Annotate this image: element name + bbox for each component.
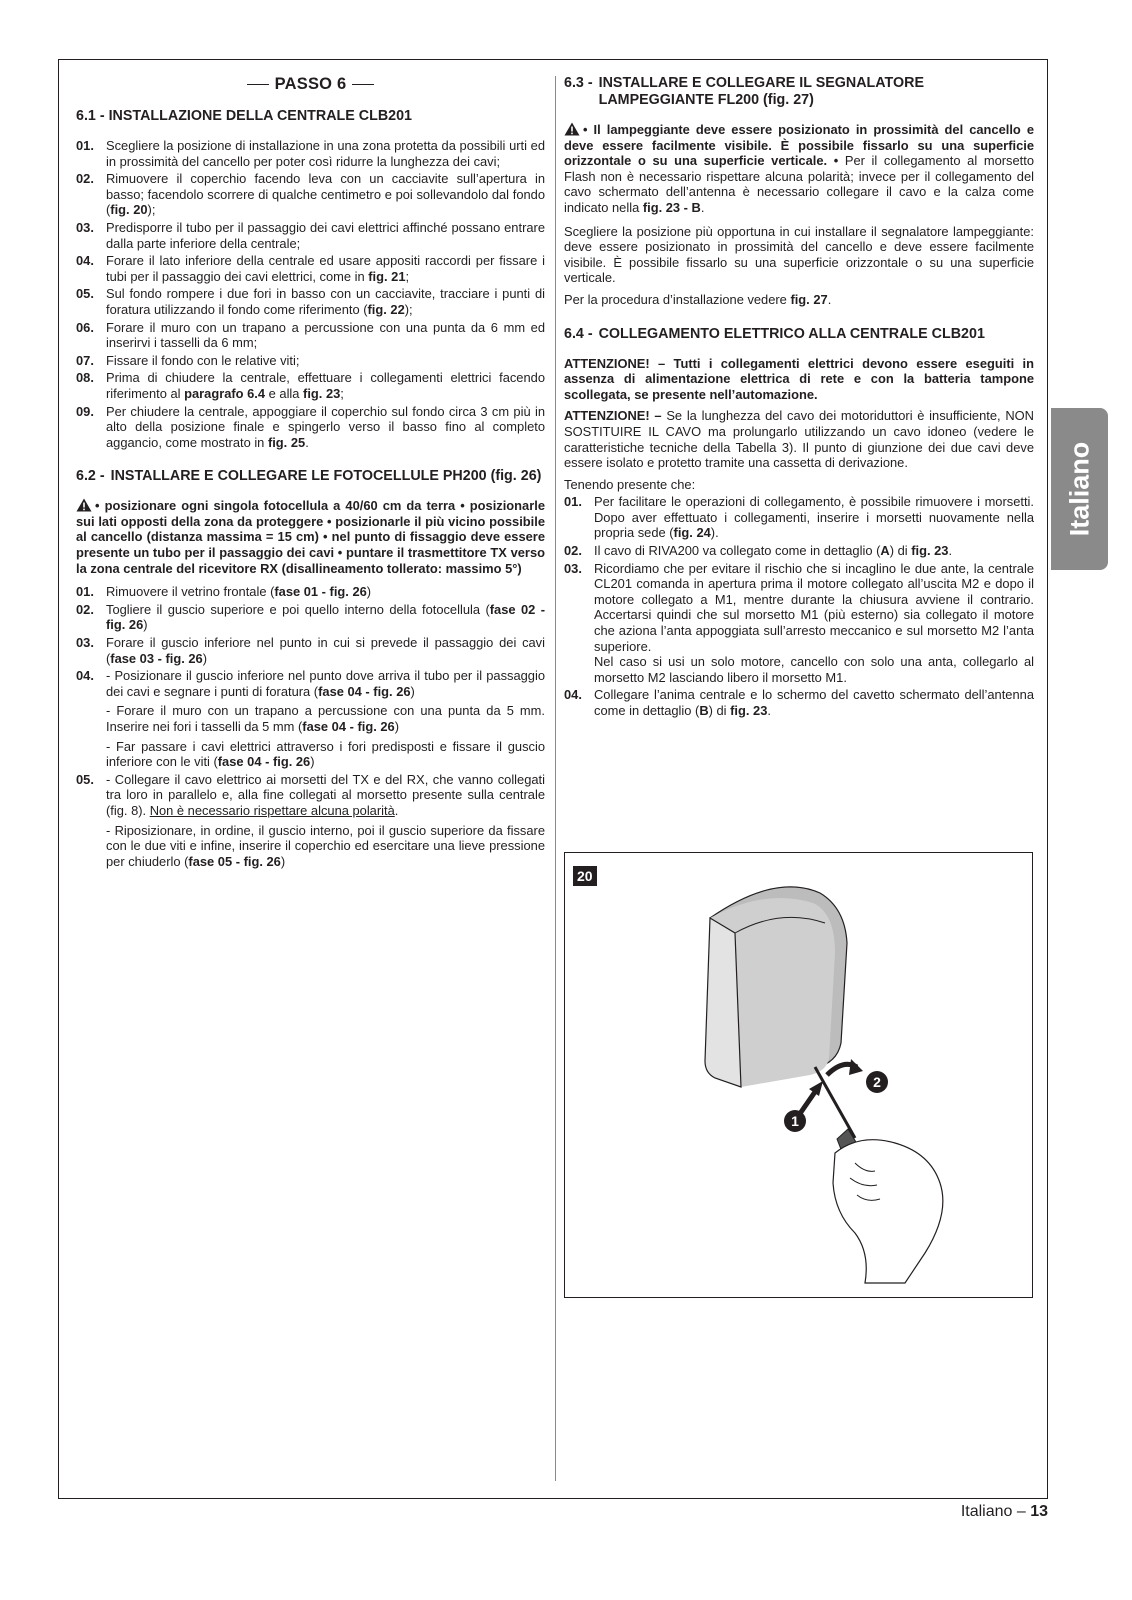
figure-ref: fig. 24 — [673, 525, 711, 541]
item-text: Collegare l’anima centrale e lo schermo del cavetto schermato dell’antenna come in dettaglio (B) di fig. 23. — [594, 687, 1034, 718]
figure-number-label: 20 — [573, 866, 597, 886]
item-number: 02. — [564, 543, 582, 559]
list-item — [76, 171, 545, 218]
right-column — [564, 75, 1034, 725]
figure-ref: fig. 22 — [367, 301, 405, 317]
item-text: Forare il lato inferiore della centrale ed usare appositi raccordi per fissare i tubi per il passaggio dei cavi elettrici, come in fig. 21; — [106, 253, 545, 284]
section-6-1-title: 6.1 - INSTALLAZIONE DELLA CENTRALE CLB201 — [76, 108, 412, 124]
list-item — [76, 253, 545, 284]
item-text: Ricordiamo che per evitare il rischio che si incaglino le due ante, la centrale CL201 comanda in apertura prima il motore collegato all’uscita M2 e dopo il motore collegato a M1, mentre durante la chiusura avviene il contrario. Accertarsi quindi che sul morsetto M1 (più esterno) sia collegato il motore che aziona l’anta appoggiata sull’arresto meccanico e sul morsetto M2 l’anta superiore. Nel caso si usi un solo motore, cancello con solo una anta, collegarlo al morsetto M2 lasciando libero il morsetto M1. — [594, 560, 1034, 685]
item-text: Rimuovere il vetrino frontale (fase 01 - fig. 26) — [106, 584, 372, 600]
section-6-2-list — [76, 584, 545, 869]
attention-paragraph: ATTENZIONE! – Tutti i collegamenti elettrici devono essere eseguiti in assenza di alimentazione elettrica di rete e con la batteria tampone scollegata, se presente nell’automazione. — [564, 355, 1034, 402]
warning-icon — [564, 122, 580, 136]
item-number: 04. — [564, 687, 582, 703]
item-number: 06. — [76, 319, 94, 335]
list-item — [76, 602, 545, 633]
item-text: Forare il guscio inferiore nel punto in cui si prevede il passaggio dei cavi (fase 03 - fig. 26) — [106, 635, 545, 666]
item-text: Per facilitare le operazioni di collegamento, è possibile rimuovere i morsetti. Dopo aver effettuato i collegamenti, inserire i morsetti nuovamente nella propria sede (fig. 24). — [594, 494, 1034, 541]
list-item — [76, 404, 545, 451]
figure-ref: fig. 20 — [110, 202, 148, 218]
underlined-note: Non è necessario rispettare alcuna polarità — [149, 802, 395, 818]
section-title: INSTALLARE E COLLEGARE IL SEGNALATORE LAMPEGGIANTE FL200 (fig. 27) — [598, 75, 925, 108]
item-number: 07. — [76, 352, 94, 368]
figure-ref: fig. 25 — [267, 434, 306, 450]
figure-ref: fig. 23 — [303, 385, 341, 401]
item-number: 02. — [76, 171, 94, 187]
item-text: Predisporre il tubo per il passaggio dei cavi elettrici affinché possano entrare dalla parte inferiore della centrale; — [106, 219, 545, 251]
figure-20 — [564, 852, 1033, 1298]
figure-ref: fase 05 - fig. 26 — [188, 853, 281, 869]
item-number: 08. — [76, 370, 94, 386]
figure-ref: fase 02 - fig. 26 — [106, 601, 545, 633]
item-text: Il cavo di RIVA200 va collegato come in dettaglio (A) di fig. 23. — [594, 543, 953, 559]
section-6-3-title — [564, 75, 1034, 109]
attention-paragraph: ATTENZIONE! – Se la lunghezza del cavo dei motoriduttori è insufficiente, NON SOSTITUIRE IL CAVO ma prolungarlo utilizzando un cavo idoneo (vedere le caratteristiche tecniche della Tabella 3). Il punto di giunzione dei due cavi deve essere isolato e protetto tramite una cassetta di derivazione. — [564, 408, 1034, 471]
item-number: 04. — [76, 253, 94, 269]
item-number: 09. — [76, 403, 94, 419]
list-item — [76, 286, 545, 317]
list-item — [76, 138, 545, 169]
item-number: 05. — [76, 286, 94, 302]
attention-label: ATTENZIONE! – — [564, 408, 662, 424]
dash-right — [352, 84, 374, 85]
section-number: 6.2 - — [76, 468, 105, 485]
figure-ref: fase 04 - fig. 26 — [217, 754, 311, 770]
list-item — [76, 772, 545, 870]
step-heading — [76, 75, 545, 94]
side-tab-label: Italiano — [1064, 441, 1094, 537]
item-number: 03. — [76, 635, 94, 651]
left-column — [76, 75, 545, 875]
figure-ref: fig. 27 — [790, 291, 828, 307]
list-item — [76, 320, 545, 351]
detail-ref: B — [699, 703, 709, 718]
item-number: 02. — [76, 601, 94, 617]
detail-ref: A — [880, 543, 890, 559]
dash-left — [247, 84, 269, 85]
figure-ref: fig. 21 — [368, 268, 406, 284]
item-text: Forare il muro con un trapano a percussione con una punta da 6 mm ed inserirvi i tasselli da 6 mm; — [106, 319, 545, 351]
item-text: Togliere il guscio superiore e poi quello interno della fotocellula (fase 02 - fig. 26) — [106, 601, 545, 633]
paragraph: Tenendo presente che: — [564, 476, 696, 492]
item-text: Sul fondo rompere i due fori in basso con un cacciavite, tracciare i punti di foratura utilizzando il fondo come riferimento (fig. 22); — [106, 286, 545, 317]
figure-ref: fig. 23 - B — [642, 199, 701, 215]
item-number: 01. — [76, 584, 94, 600]
hand — [833, 1140, 943, 1283]
section-number: 6.3 - — [564, 75, 593, 91]
list-item — [76, 220, 545, 251]
warning-text: Per il collegamento al morsetto Flash non è necessario rispettare alcuna polarità; invece per il collegamento del cavo schermato dell’antenna è necessario collegare il cavo e la calza come indicato nella — [564, 153, 1034, 215]
housing-front — [705, 918, 741, 1087]
item-text: - Posizionare il guscio inferiore nel punto dove arriva il tubo per il passaggio dei cavi e segnare i punti di foratura (fase 04 - fig. 26) - Forare il muro con un trapano a percussione con una punta da 5 mm. Inserire nei fori i tasselli da 5 mm (fase 04 - fig. 26) - Far passare i cavi elettrici attraverso i fori predisposti e fissare il guscio inferiore con le viti (fase 04 - fig. 26) — [106, 668, 545, 770]
figure-ref: fig. 23 — [730, 703, 768, 718]
paragraph: Per la procedura d’installazione vedere fig. 27. — [564, 291, 832, 307]
section-6-4-title — [564, 326, 1034, 343]
list-item — [564, 494, 1034, 541]
item-text: Rimuovere il coperchio facendo leva con un cacciavite sull’apertura in basso; facendolo scorrere di qualche centimetro e poi sollevandolo dal fondo (fig. 20); — [106, 171, 545, 218]
list-item — [76, 635, 545, 666]
step-heading-text: PASSO 6 — [274, 75, 347, 93]
item-number: 01. — [76, 138, 94, 153]
list-item — [76, 584, 545, 600]
section-6-2-title — [76, 468, 545, 485]
section-title: INSTALLARE E COLLEGARE LE FOTOCELLULE PH200 (fig. 26) — [110, 468, 542, 485]
item-number: 01. — [564, 494, 582, 510]
paragraph-ref: paragrafo 6.4 — [184, 385, 266, 401]
warning-bold-text: • Il lampeggiante deve essere posizionato in prossimità del cancello e deve essere facilmente visibile. È possibile fissarlo su una superficie orizzontale o su una superficie verticale. • — [564, 122, 1034, 169]
section-6-4-list — [564, 494, 1034, 718]
item-text: Scegliere la posizione di installazione in una zona protetta da possibili urti ed in prossimità del cancello per poter così ridurre la lunghezza dei cavi; — [106, 138, 545, 169]
warning-block: • Il lampeggiante deve essere posizionato in prossimità del cancello e deve essere facilmente visibile. È possibile fissarlo su una superficie orizzontale o su una superficie verticale. • Per il collegamento al morsetto Flash non è necessario rispettare alcuna polarità; invece per il collegamento del cavo schermato dell’antenna è necessario collegare il cavo e la calza come indicato nella fig. 23 - B. — [564, 122, 1034, 215]
section-number: 6.4 - — [564, 325, 593, 342]
figure-ref: fase 04 - fig. 26 — [318, 683, 411, 699]
figure-illustration — [565, 853, 1034, 1299]
step-1-number: 1 — [791, 1113, 799, 1129]
warning-block — [76, 498, 545, 576]
figure-ref: fase 01 - fig. 26 — [274, 584, 367, 600]
item-text: Per chiudere la centrale, appoggiare il coperchio sul fondo circa 3 cm più in alto della posizione finale e spingerlo verso il basso fino al completo aggancio, come mostrato in fig. 25. — [106, 403, 545, 450]
figure-ref: fase 04 - fig. 26 — [302, 719, 395, 734]
section-title: COLLEGAMENTO ELETTRICO ALLA CENTRALE CLB201 — [598, 325, 985, 342]
footer-language: Italiano – — [960, 1503, 1026, 1520]
warning-text: • posizionare ogni singola fotocellula a 40/60 cm da terra • posizionarle sui lati opposti della zona da proteggere • posizionarle il più vicino possibile al cancello (distanza massima = 15 cm) • nel punto di fissaggio deve essere presente un tubo per il passaggio dei cavi • puntare il trasmettitore TX verso la zona centrale del ricevitore RX (disallineamento tollerato: massimo 5°) — [76, 498, 545, 576]
arrow-push — [799, 1089, 817, 1115]
list-item — [76, 668, 545, 770]
list-item — [564, 687, 1034, 718]
language-side-tab — [1051, 408, 1108, 570]
item-number: 03. — [76, 219, 94, 235]
figure-ref: fig. 23 — [911, 543, 949, 559]
screwdriver-shaft — [815, 1067, 855, 1138]
column-divider — [555, 76, 556, 1481]
warning-icon — [76, 498, 92, 512]
figure-ref: fase 03 - fig. 26 — [110, 650, 203, 666]
item-text: - Collegare il cavo elettrico ai morsetti del TX e del RX, che vanno collegati tra loro in parallelo e, alla fine collegati al morsetto presente sulla centrale (fig. 8). Non è necessario rispettare alcuna polarità. - Riposizionare, in ordine, il guscio interno, poi il guscio superiore da fissare con le due viti e infine, inserire il coperchio ed esercitare una lieve pressione per chiuderlo (fase 05 - fig. 26) — [106, 771, 545, 869]
page-footer — [961, 1503, 1048, 1521]
list-item — [564, 561, 1034, 686]
item-number: 03. — [564, 560, 582, 576]
item-number: 05. — [76, 771, 94, 787]
list-item — [76, 370, 545, 401]
list-item — [76, 353, 545, 369]
page-number: 13 — [1030, 1503, 1048, 1520]
paragraph: Scegliere la posizione più opportuna in cui installare il segnalatore lampeggiante: deve essere posizionato in prossimità del cancello e deve essere facilmente visibile. È possibile fissarlo su una superficie orizzontale o su una superficie verticale. — [564, 223, 1034, 286]
step-2-number: 2 — [873, 1074, 881, 1090]
item-number: 04. — [76, 668, 94, 684]
item-text: Prima di chiudere la centrale, effettuare i collegamenti elettrici facendo riferimento al paragrafo 6.4 e alla fig. 23; — [106, 370, 545, 401]
list-item — [564, 543, 1034, 559]
section-6-1-list — [76, 138, 545, 450]
item-text: Fissare il fondo con le relative viti; — [106, 352, 300, 368]
